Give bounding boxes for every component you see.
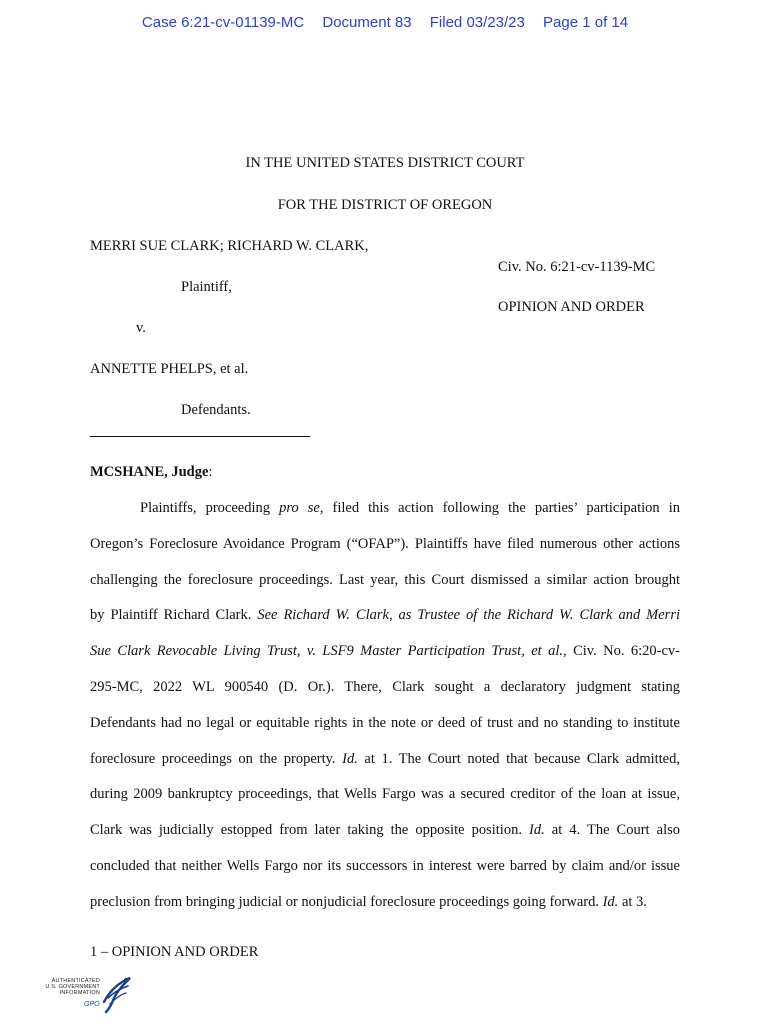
caption-defendants: ANNETTE PHELPS, et al. — [90, 361, 249, 377]
body-line — [90, 679, 680, 696]
body-text-segment: 295-MC, 2022 WL 900540 (D. Or.). There, Clark sought a declaratory judgment stating — [90, 679, 680, 695]
italic-citation: See Richard W. Clark, as Trustee of the Richard W. Clark and Merri — [257, 607, 680, 624]
body-line — [90, 572, 680, 589]
body-line — [90, 643, 680, 660]
body-text-segment: preclusion from bringing judicial or nonjudicial foreclosure proceedings going forward. — [90, 893, 603, 910]
body-text-segment: at 1. The Court noted that because Clark admitted, — [357, 750, 680, 767]
body-line — [90, 822, 680, 839]
body-line — [90, 536, 680, 553]
italic-citation: pro se — [279, 500, 320, 516]
document-number: Document 83 — [322, 14, 412, 31]
body-line — [90, 894, 680, 911]
caption-plaintiff-role: Plaintiff, — [181, 279, 232, 295]
gpo-label: GPO — [84, 1001, 100, 1008]
body-line — [90, 607, 680, 624]
gpo-line-1: AUTHENTICATED — [51, 978, 100, 984]
body-text-segment: during 2009 bankruptcy proceedings, that Wells Fargo was a secured creditor of the loan at issue, — [90, 786, 680, 803]
body-text-segment: Clark was judicially estopped from later taking the opposite position. — [90, 822, 529, 839]
gpo-authentication-logo — [40, 972, 132, 1016]
judge-name: MCSHANE, Judge — [90, 464, 209, 480]
caption-defendant-role: Defendants. — [181, 402, 251, 418]
caption-versus: v. — [136, 320, 146, 336]
body-text-segment: at 3. — [618, 893, 647, 910]
italic-citation: Id. — [529, 822, 545, 839]
body-line — [90, 786, 680, 803]
ecf-header-stamp — [0, 14, 770, 31]
body-text-segment: challenging the foreclosure proceedings. Last year, this Court dismissed a similar action brought — [90, 571, 680, 588]
document-type: OPINION AND ORDER — [498, 299, 645, 315]
filed-date: Filed 03/23/23 — [429, 14, 525, 31]
judge-heading — [90, 464, 212, 481]
page-footer: 1 – OPINION AND ORDER — [90, 944, 259, 960]
civil-number: Civ. No. 6:21-cv-1139-MC — [498, 259, 656, 275]
italic-citation: Sue Clark Revocable Living Trust, v. LSF9 Master Participation Trust, et al. — [90, 643, 564, 660]
body-text-segment: by Plaintiff Richard Clark. — [90, 607, 258, 624]
judge-colon: : — [208, 464, 213, 480]
body-text-segment: Oregon’s Foreclosure Avoidance Program (“OFAP”). Plaintiffs have filed numerous other actions — [90, 535, 680, 552]
case-number: Case 6:21-cv-01139-MC — [141, 14, 305, 31]
eagle-icon — [96, 972, 132, 1016]
body-text-segment: at 4. The Court also — [544, 822, 680, 839]
caption-plaintiffs: MERRI SUE CLARK; RICHARD W. CLARK, — [90, 238, 369, 254]
italic-citation: Id. — [342, 750, 358, 767]
body-text-segment: Plaintiffs, proceeding — [140, 500, 280, 516]
body-line — [90, 751, 680, 768]
gpo-line-2: U.S. GOVERNMENT — [45, 984, 100, 990]
caption-divider — [90, 436, 310, 437]
body-text-segment: foreclosure proceedings on the property. — [90, 750, 343, 767]
court-name: IN THE UNITED STATES DISTRICT COURT — [245, 155, 525, 171]
italic-citation: Id. — [602, 893, 619, 910]
gpo-line-3: INFORMATION — [59, 990, 100, 996]
court-district: FOR THE DISTRICT OF OREGON — [277, 197, 493, 213]
page-indicator: Page 1 of 14 — [543, 14, 629, 31]
body-text-segment: Defendants had no legal or equitable rights in the note or deed of trust and no standing to institute — [90, 714, 680, 731]
gpo-caption — [40, 978, 100, 996]
body-line — [140, 500, 680, 517]
body-text-segment: , Civ. No. 6:20-cv- — [563, 643, 680, 660]
body-text-segment: , filed this action following the parties’ participation in — [319, 500, 680, 516]
body-line — [90, 858, 680, 875]
body-line — [90, 715, 680, 732]
body-text-segment: concluded that neither Wells Fargo nor its successors in interest were barred by claim and/or issue — [90, 858, 680, 874]
